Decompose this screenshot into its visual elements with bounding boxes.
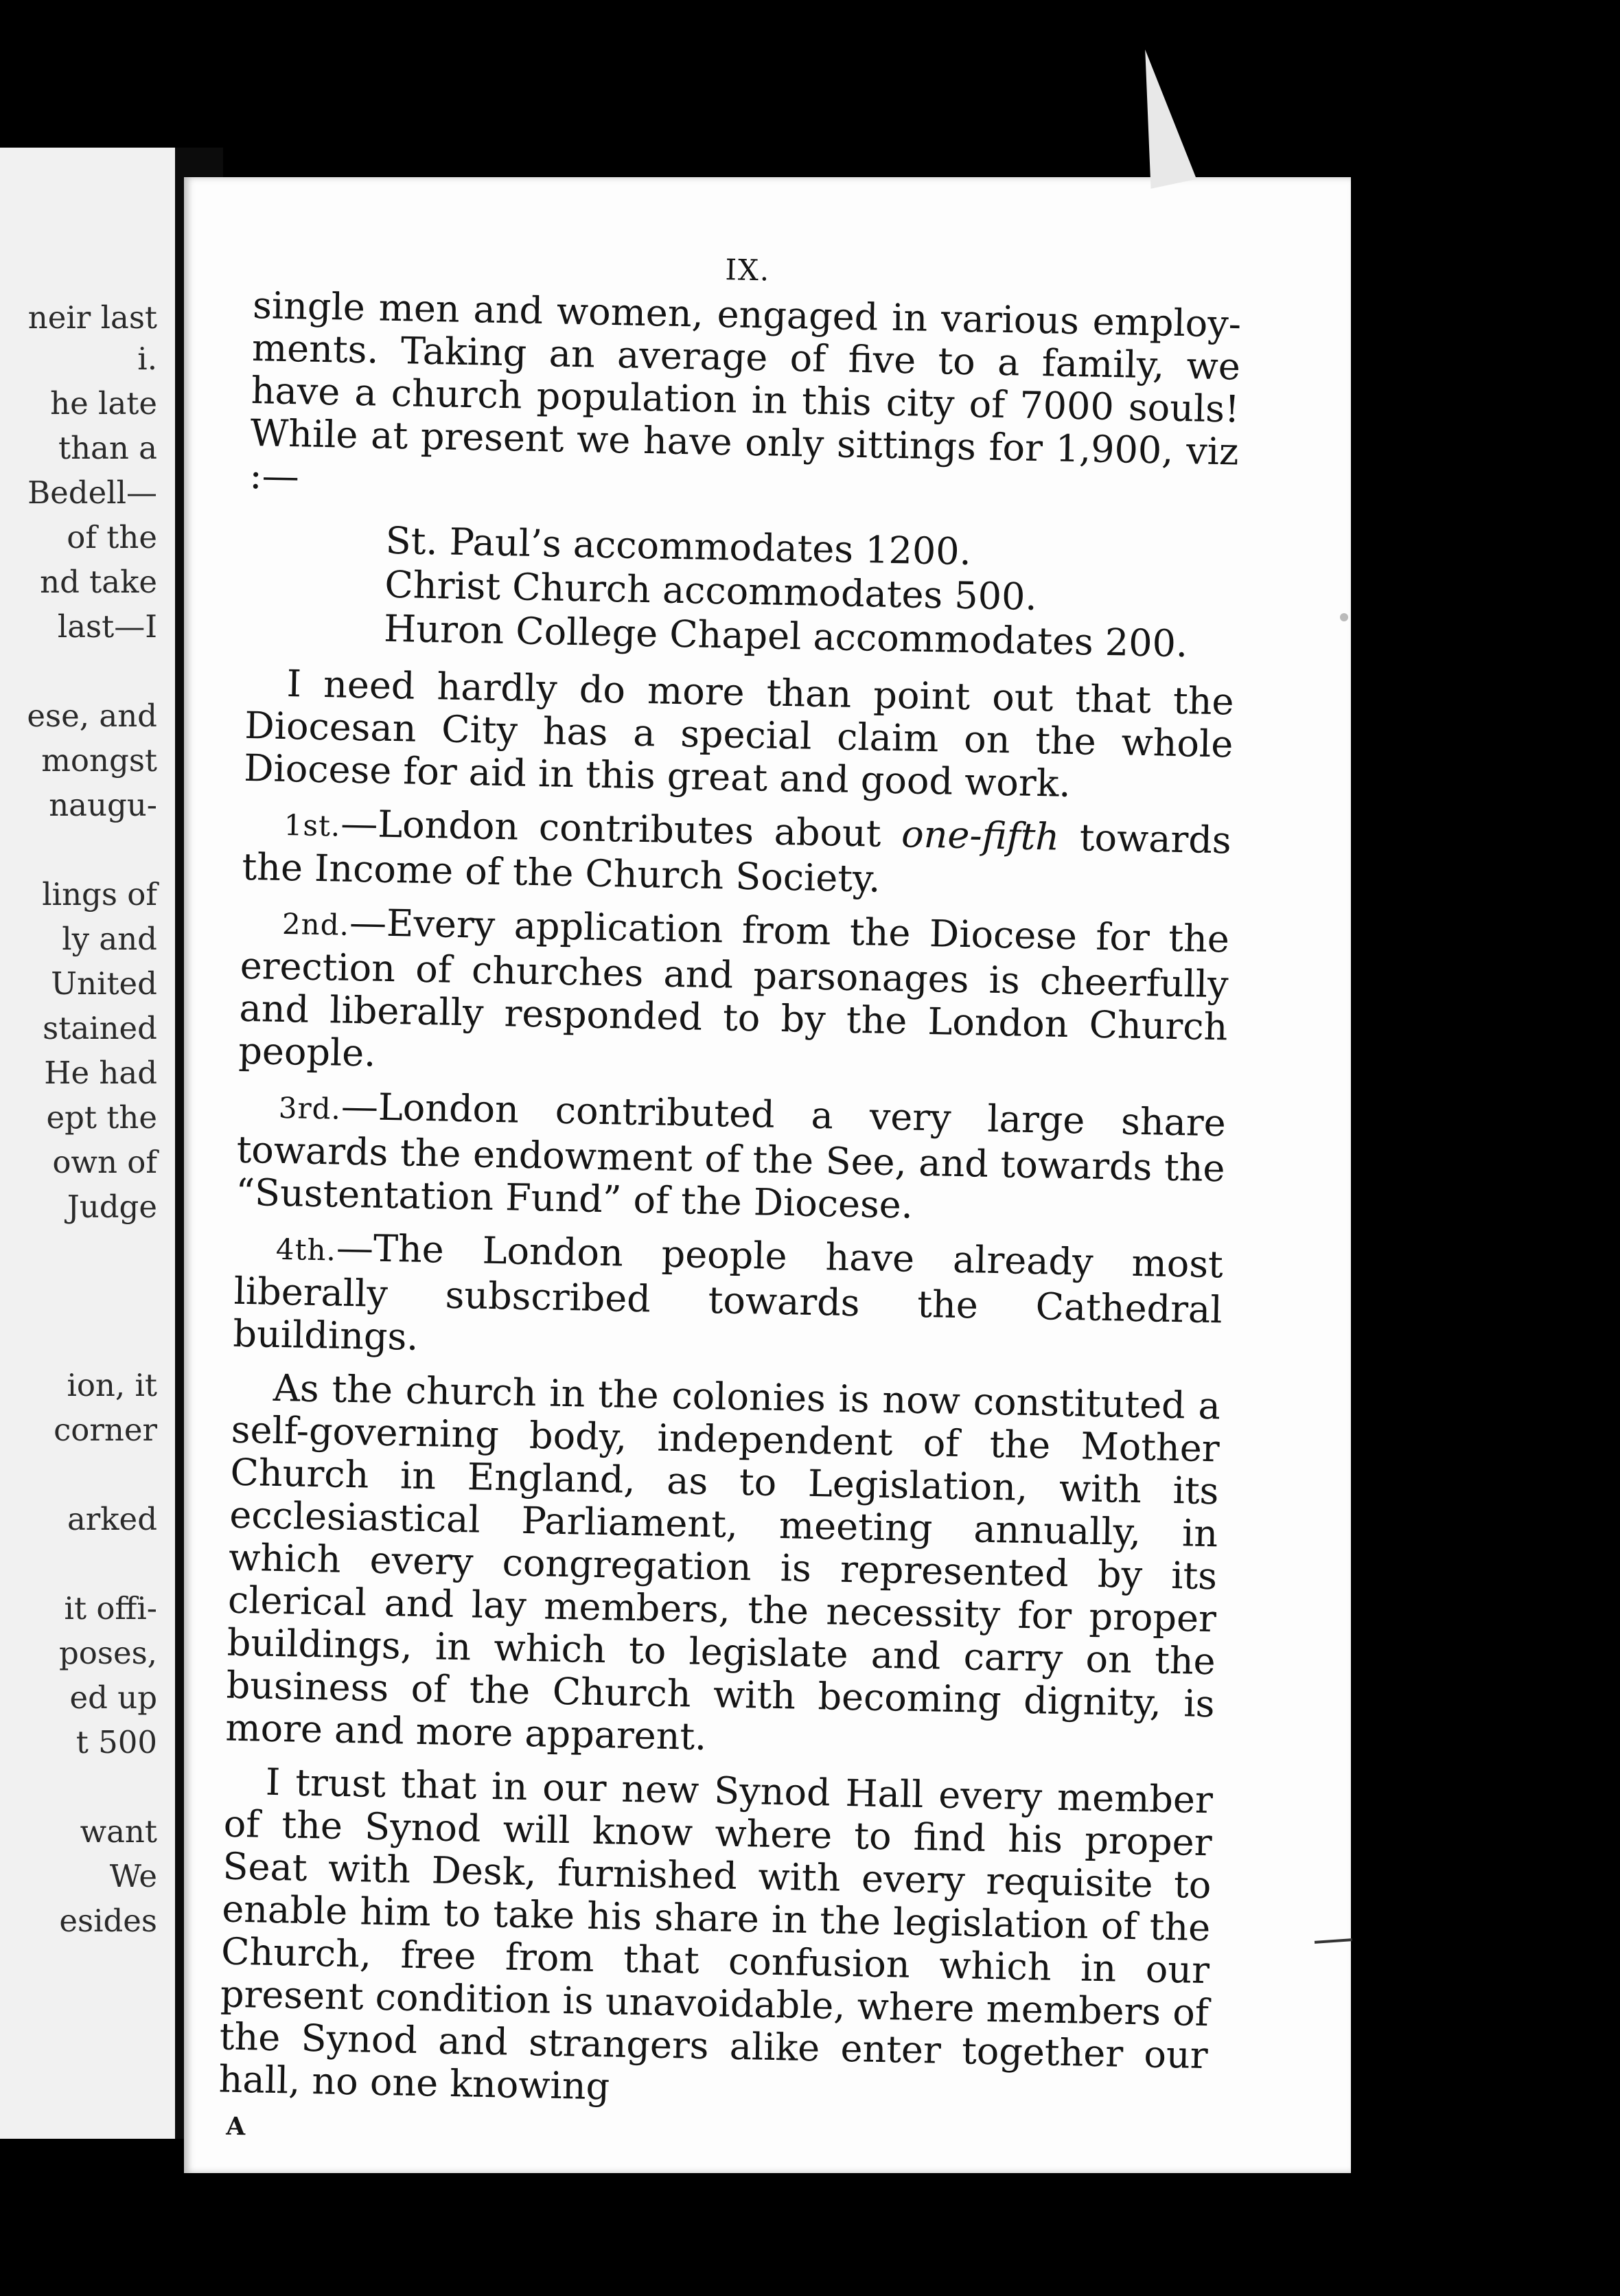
accommodation-list [384,519,1237,667]
paragraph-diocesan-city: I need hardly do more than point out that the Diocesan City has a special claim on the whole Diocese for aid in this great and good work. [243,662,1235,805]
item-first-text-post: towards the Income of the Church Society. [241,815,1232,901]
paper-tab-marker [1122,45,1196,189]
accommodation-huron-college: Huron College Chapel accommodates 200. [383,606,1188,666]
left-page-line: t 500 [76,1724,157,1760]
item-third [235,1083,1226,1233]
left-page-line: lings of [42,876,157,912]
left-page-line: corner [54,1412,157,1448]
left-page-line: own of [52,1144,157,1180]
left-page-line: We [109,1858,157,1894]
item-second-text: —Every application from the Diocese for the erection of churches and parsonages is cheerfully and liberally responded to by the London Church people. [238,900,1230,1075]
left-page-line: want [80,1813,157,1850]
paragraph-self-governing: As the church in the colonies is now constituted a self-governing body, independent of the Mother Church in England, as to Legislation, with its ecclesiastical Parliament, meeting annually, in which every congregation is represented by its clerical and lay members, the necessity for proper buildings, in which to legislate and carry on the business of the Church with becoming dignity, is more and more apparent. [224,1366,1221,1759]
paragraph-synod-hall: I trust that in our new Synod Hall every member of the Synod will know where to find his proper Seat with Desk, furnished with every requisite to enable him to take his share in the legislation of the Church, free from that confusion which in our present condition is unavoidable, where members of the Synod and strangers alike enter together our hall, no one knowing [218,1760,1214,2109]
item-first-emphasis: one-fifth [901,812,1060,859]
item-third-label: 3rd. [278,1090,342,1126]
signature-mark: A [225,2111,246,2142]
left-page-line: arked [67,1501,157,1537]
item-fourth-label: 4th. [275,1232,337,1267]
left-page-line: esides [59,1903,157,1939]
accommodation-st-pauls: St. Paul’s accommodates 1200. [385,518,972,574]
left-page-line: of the [67,519,157,555]
left-page-line: United [51,965,157,1002]
left-page-line: Bedell— [27,474,157,511]
item-fourth [233,1225,1223,1375]
left-page-line: ly and [62,921,157,957]
left-page-line: nd take [40,564,157,600]
item-first-label: 1st. [284,808,341,843]
left-page-line: ion, it [67,1367,157,1403]
paragraph-population: single men and women, engaged in various employ-ments. Taking an average of five to a family, we have a church population in this city of 7000 souls! While at present we have only sittings for 1,900, viz :— [248,283,1242,498]
item-second [238,899,1230,1092]
left-page-line: i. [137,341,157,377]
left-page-line: ept the [46,1099,157,1136]
item-first [242,801,1231,908]
margin-dot [1340,613,1348,621]
left-page-line: it offi- [64,1590,157,1627]
left-page-line: He had [44,1055,157,1091]
left-page-line: mongst [41,742,157,779]
left-page-line: ed up [69,1679,157,1716]
page-number: IX. [725,253,771,288]
left-page-line: last—I [57,608,157,645]
page-text [218,244,1242,2159]
left-page-line: poses, [58,1635,157,1671]
item-fourth-text: —The London people have already most liberally subscribed towards the Cathedral buildings. [232,1226,1224,1359]
left-page-line: stained [43,1010,157,1046]
left-page-line: ese, and [27,698,157,734]
left-page-line: naugu- [49,787,157,823]
left-page-line: Judge [67,1189,157,1225]
left-page-line: neir last [27,299,157,336]
item-first-text-pre: —London contributes about [340,801,902,856]
item-second-label: 2nd. [281,906,350,942]
left-page-line: he late [50,385,157,422]
left-page [0,148,175,2139]
left-page-line: than a [58,430,157,466]
accommodation-christ-church: Christ Church accommodates 500. [384,562,1038,619]
item-third-text: —London contributed a very large share towards the endowment of the See, and towards the “Sustentation Fund” of the Diocese. [235,1084,1227,1227]
